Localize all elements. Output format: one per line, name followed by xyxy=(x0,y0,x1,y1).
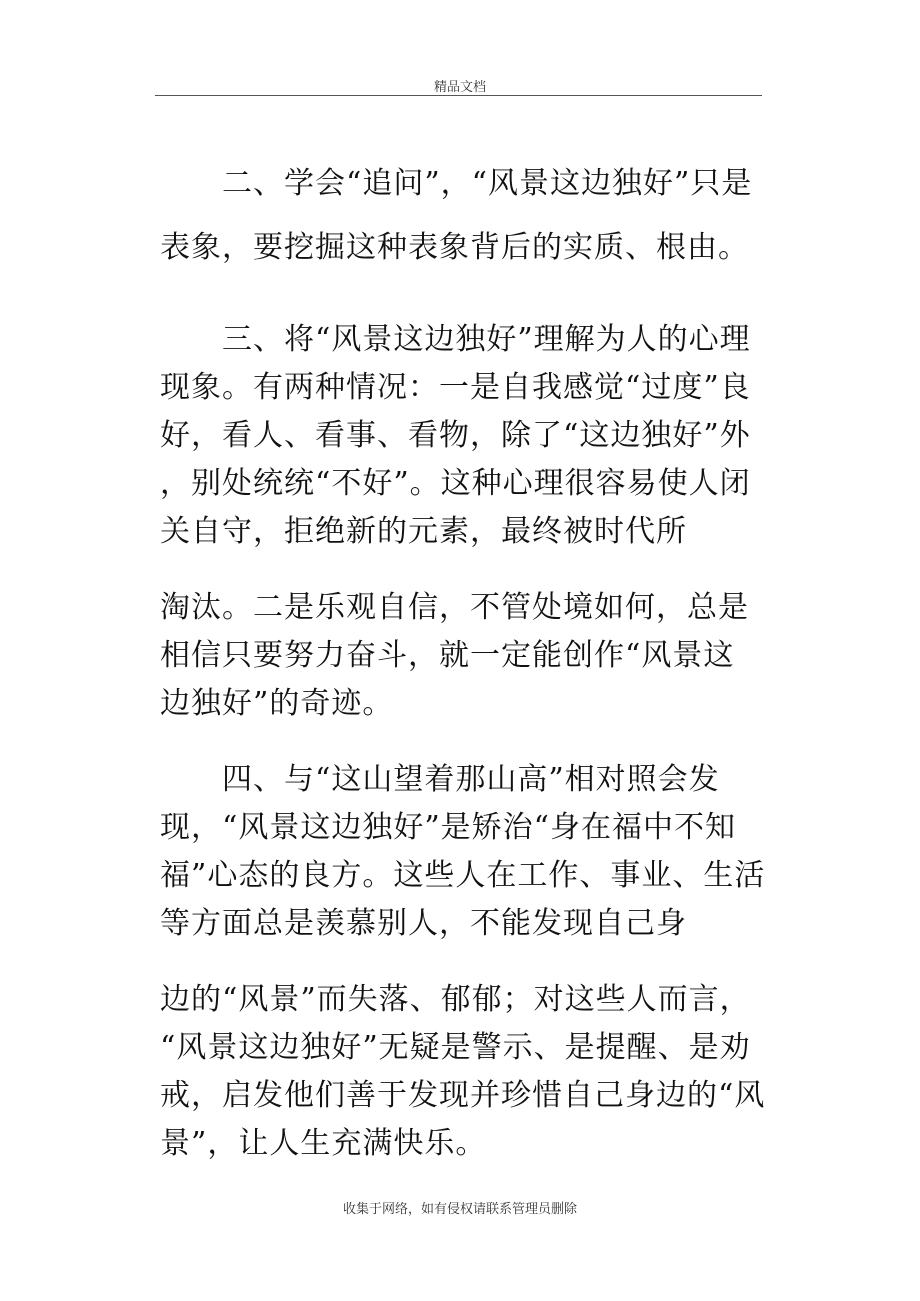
paragraph-2 xyxy=(160,162,800,270)
paragraph-4 xyxy=(160,758,800,946)
page-header: 精品文档 xyxy=(433,80,486,95)
text-line: 二、学会“追问”，“风景这边独好”只是 xyxy=(160,166,753,201)
header-rule xyxy=(155,95,762,96)
paragraph-3 xyxy=(160,318,800,554)
text-line: 等方面总是羡慕别人，不能发现自己身 xyxy=(160,906,687,941)
text-line: 边的“风景”而失落、郁郁；对这些人而言， xyxy=(160,982,751,1017)
text-line: 淘汰。二是乐观自信，不管处境如何，总是 xyxy=(160,590,749,625)
text-line: 边独好”的奇迹。 xyxy=(160,686,394,721)
paragraph-4-continued xyxy=(160,978,800,1166)
text-line: 表象，要挖掘这种表象背后的实质、根由。 xyxy=(160,230,749,265)
text-line: 四、与“这山望着那山高”相对照会发 xyxy=(160,762,720,797)
page-footer: 收集于网络，如有侵权请联系管理员删除 xyxy=(342,1202,577,1217)
text-line: ，别处统统“不好”。这种心理很容易使人闭 xyxy=(160,466,751,501)
paragraph-3-continued xyxy=(160,586,800,726)
text-line: 相信只要努力奋斗，就一定能创作“风景这 xyxy=(160,638,735,673)
text-line: 现，“风景这边独好”是矫治“身在福中不知 xyxy=(160,810,737,845)
text-line: 好，看人、看事、看物，除了“这边独好”外 xyxy=(160,418,751,453)
text-line: 戒，启发他们善于发现并珍惜自己身边的“风 xyxy=(160,1078,766,1113)
text-line: 福”心态的良方。这些人在工作、事业、生活 xyxy=(160,858,766,893)
text-line: 三、将“风景这边独好”理解为人的心理 xyxy=(160,322,751,357)
text-line: “风景这边独好”无疑是警示、是提醒、是劝 xyxy=(160,1030,751,1065)
text-line: 景”，让人生充满快乐。 xyxy=(160,1126,487,1161)
text-line: 关自守，拒绝新的元素，最终被时代所 xyxy=(160,514,687,549)
text-line: 现象。有两种情况：一是自我感觉“过度”良 xyxy=(160,370,751,405)
